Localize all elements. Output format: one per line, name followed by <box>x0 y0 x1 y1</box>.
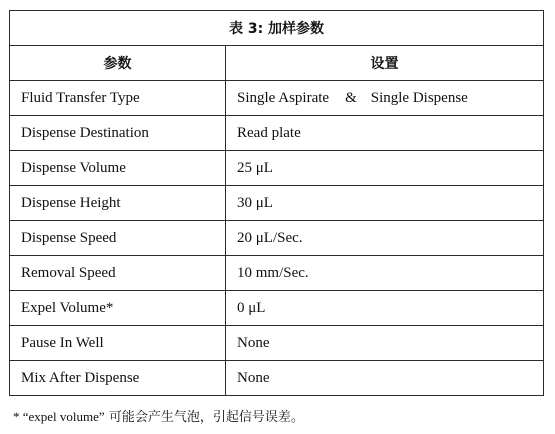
param-label: Expel Volume* <box>10 291 226 326</box>
table-row <box>10 186 544 221</box>
caption-row <box>10 11 544 46</box>
table-row <box>10 291 544 326</box>
param-value: None <box>226 326 544 361</box>
table-row <box>10 256 544 291</box>
header-param: 参数 <box>10 46 226 81</box>
param-value: 0 μL <box>226 291 544 326</box>
table-row <box>10 116 544 151</box>
param-label: Mix After Dispense <box>10 361 226 396</box>
param-value <box>226 81 544 116</box>
value-aspirate: Single Aspirate <box>237 89 330 106</box>
value-dispense: Single Dispense <box>370 89 468 106</box>
param-value: 30 μL <box>226 186 544 221</box>
table-row <box>10 221 544 256</box>
table-row <box>10 361 544 396</box>
table-row <box>10 151 544 186</box>
parameter-table-container <box>9 10 543 396</box>
param-label: Dispense Destination <box>10 116 226 151</box>
param-label: Pause In Well <box>10 326 226 361</box>
table-row <box>10 326 544 361</box>
value-ampersand: & <box>345 89 357 106</box>
param-label: Fluid Transfer Type <box>10 81 226 116</box>
parameter-table <box>9 10 544 396</box>
footnote <box>13 406 304 425</box>
param-label: Dispense Height <box>10 186 226 221</box>
param-value: Read plate <box>226 116 544 151</box>
param-value: 10 mm/Sec. <box>226 256 544 291</box>
header-row <box>10 46 544 81</box>
param-value: 25 μL <box>226 151 544 186</box>
table-row <box>10 81 544 116</box>
param-label: Dispense Volume <box>10 151 226 186</box>
footnote-text: 可能会产生气泡，引起信号误差。 <box>104 410 304 425</box>
param-value: 20 μL/Sec. <box>226 221 544 256</box>
param-label: Removal Speed <box>10 256 226 291</box>
param-value: None <box>226 361 544 396</box>
table-caption: 表 3: 加样参数 <box>10 11 544 46</box>
param-label: Dispense Speed <box>10 221 226 256</box>
header-setting: 设置 <box>226 46 544 81</box>
footnote-marker: * “expel volume” <box>13 409 105 424</box>
